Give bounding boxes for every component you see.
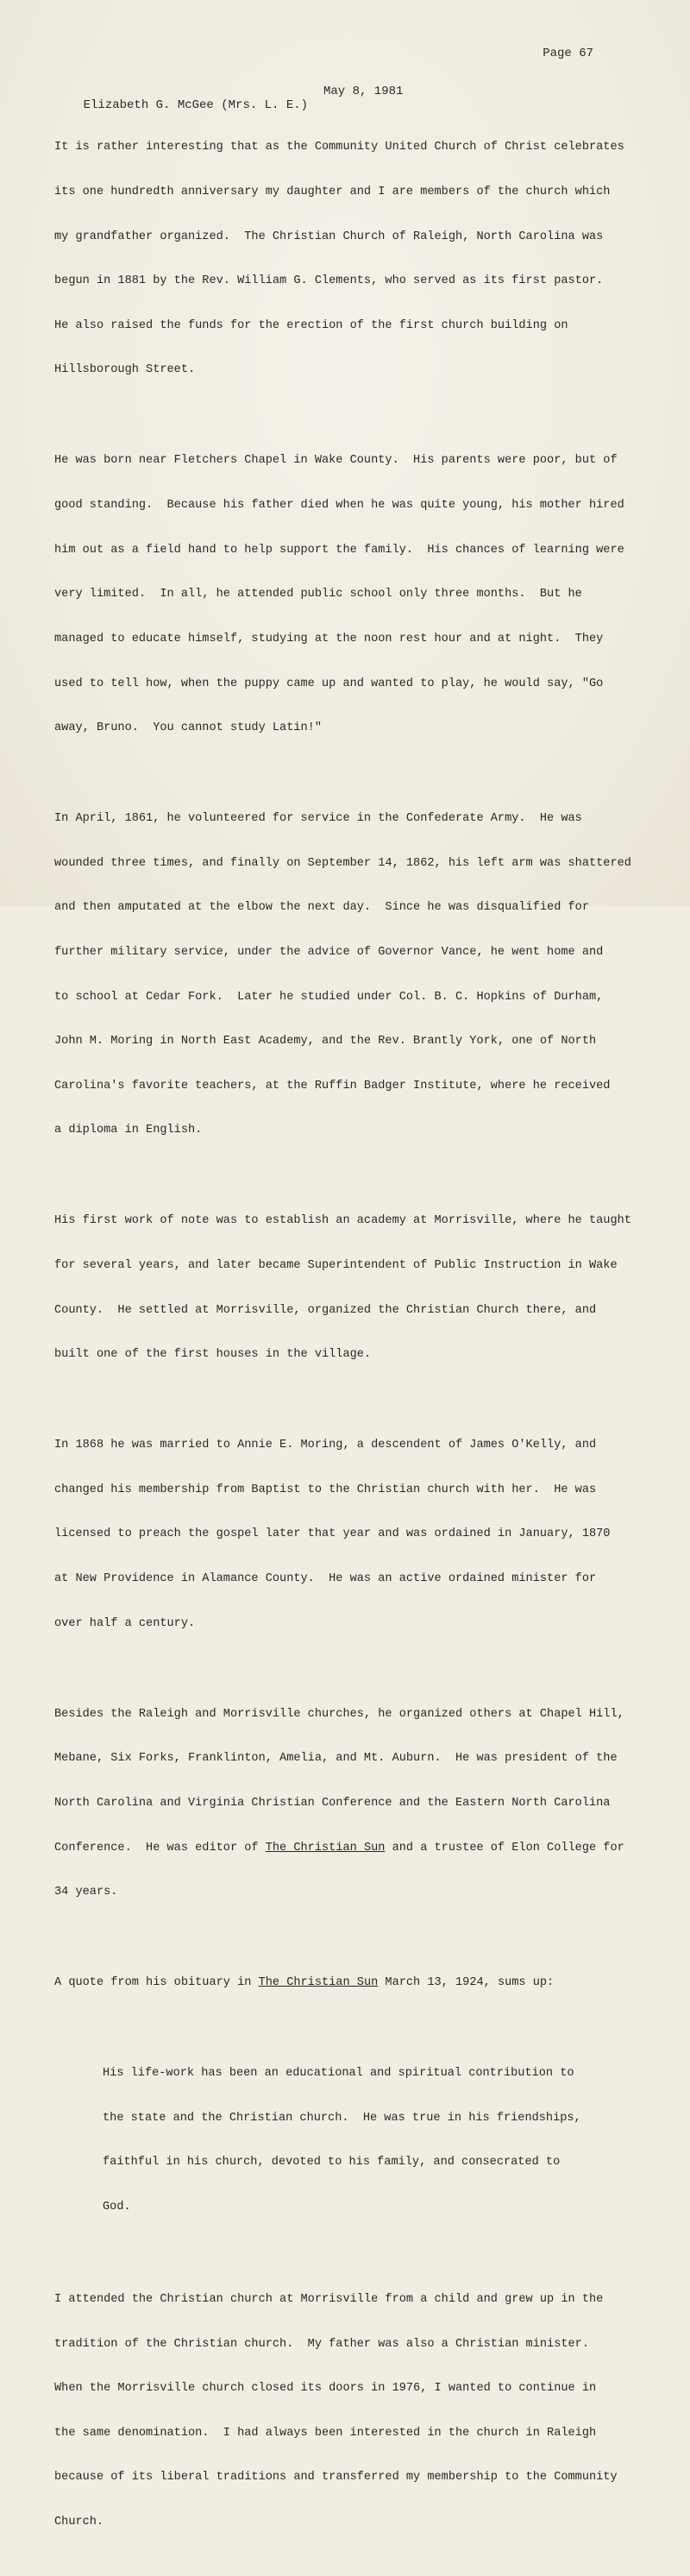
text-line: the same denomination. I had always been interested in the church in Raleigh [54,2426,597,2440]
text-line: In April, 1861, he volunteered for service in the Confederate Army. He was [54,812,582,826]
text-line: North Carolina and Virginia Christian Conference and the Eastern North Carolina [54,1796,611,1810]
closing-paragraph [54,2263,658,2560]
text-line: further military service, under the advice of Governor Vance, he went home and [54,945,604,959]
letter-date: May 8, 1981 [323,85,404,98]
text-line: good standing. Because his father died when he was quite young, his mother hired [54,499,624,513]
page-number: Page 67 [543,47,593,60]
text-fragment: A quote from his obituary in [54,1976,259,1990]
text-line: away, Bruno. You cannot study Latin!" [54,721,322,735]
text-line: His first work of note was to establish an academy at Morrisville, where he taught [54,1214,631,1228]
text-line: It is rather interesting that as the Community United Church of Christ celebrates [54,141,624,154]
text-line: the state and the Christian church. He was true in his friendships, [103,2111,581,2125]
text-line: County. He settled at Morrisville, organized the Christian Church there, and [54,1303,597,1317]
text-line [54,1975,658,1990]
text-line: over half a century. [54,1616,196,1630]
paragraph-4 [54,1184,658,1392]
paragraph-7 [54,1946,658,2020]
text-line: because of its liberal traditions and transferred my membership to the Community [54,2471,618,2485]
text-line: Hillsborough Street. [54,363,196,377]
text-line: licensed to preach the gospel later that year and was ordained in January, 1870 [54,1527,611,1541]
publication-title: The Christian Sun [258,1976,379,1990]
author-name: Elizabeth G. McGee (Mrs. L. E.) [83,98,309,112]
text-line: Mebane, Six Forks, Franklinton, Amelia, and Mt. Auburn. He was president of the [54,1752,618,1766]
text-fragment: Conference. He was editor of [54,1841,266,1855]
text-line: to school at Cedar Fork. Later he studied under Col. B. C. Hopkins of Durham, [54,990,604,1004]
publication-title: The Christian Sun [265,1841,386,1855]
paragraph-5 [54,1408,658,1660]
text-line: In 1868 he was married to Annie E. Moring, a descendent of James O'Kelly, and [54,1439,597,1452]
text-line: 34 years. [54,1886,118,1899]
text-line: God. [103,2201,131,2214]
text-line: built one of the first houses in the village. [54,1348,372,1362]
text-line: Besides the Raleigh and Morrisville churches, he organized others at Chapel Hill, [54,1707,624,1721]
paragraph-2 [54,424,658,765]
text-line: tradition of the Christian church. My father was also a Christian minister. [54,2337,589,2351]
text-fragment: and a trustee of Elon College for [385,1841,624,1855]
text-line: His life-work has been an educational and spiritual contribution to [103,2067,574,2081]
text-line [54,1841,658,1855]
obituary-quote [103,2037,658,2245]
text-line: changed his membership from Baptist to the Christian church with her. He was [54,1483,597,1496]
paragraph-6 [54,1677,658,1929]
text-fragment: March 13, 1924, sums up: [378,1976,555,1990]
text-line: wounded three times, and finally on September 14, 1862, his left arm was shattered [54,856,631,870]
paragraph-1 [54,110,658,407]
document-body [54,110,658,2576]
text-line: John M. Moring in North East Academy, and the Rev. Brantly York, one of North [54,1035,597,1049]
text-line: faithful in his church, devoted to his family, and consecrated to [103,2156,561,2170]
text-line: very limited. In all, he attended public school only three months. But he [54,588,582,601]
text-line: my grandfather organized. The Christian Church of Raleigh, North Carolina was [54,230,604,243]
text-line: He was born near Fletchers Chapel in Wake County. His parents were poor, but of [54,454,618,468]
text-line: and then amputated at the elbow the next day. Since he was disqualified for [54,901,589,915]
text-line: for several years, and later became Superintendent of Public Instruction in Wake [54,1259,618,1273]
text-line: Carolina's favorite teachers, at the Ruffin Badger Institute, where he received [54,1079,611,1093]
text-line: used to tell how, when the puppy came up and wanted to play, he would say, "Go [54,677,604,690]
text-line: He also raised the funds for the erection of the first church building on [54,318,568,332]
text-line: I attended the Christian church at Morrisville from a child and grew up in the [54,2293,604,2307]
text-line: When the Morrisville church closed its doors in 1976, I wanted to continue in [54,2382,597,2396]
paragraph-3 [54,782,658,1168]
text-line: managed to educate himself, studying at the noon rest hour and at night. They [54,632,604,646]
text-line: begun in 1881 by the Rev. William G. Clements, who served as its first pastor. [54,274,604,288]
text-line: at New Providence in Alamance County. He was an active ordained minister for [54,1572,597,1586]
text-line: him out as a field hand to help support the family. His chances of learning were [54,543,624,557]
text-line: Church. [54,2516,104,2529]
text-line: its one hundredth anniversary my daughter and I are members of the church which [54,186,611,199]
text-line: a diploma in English. [54,1124,203,1137]
